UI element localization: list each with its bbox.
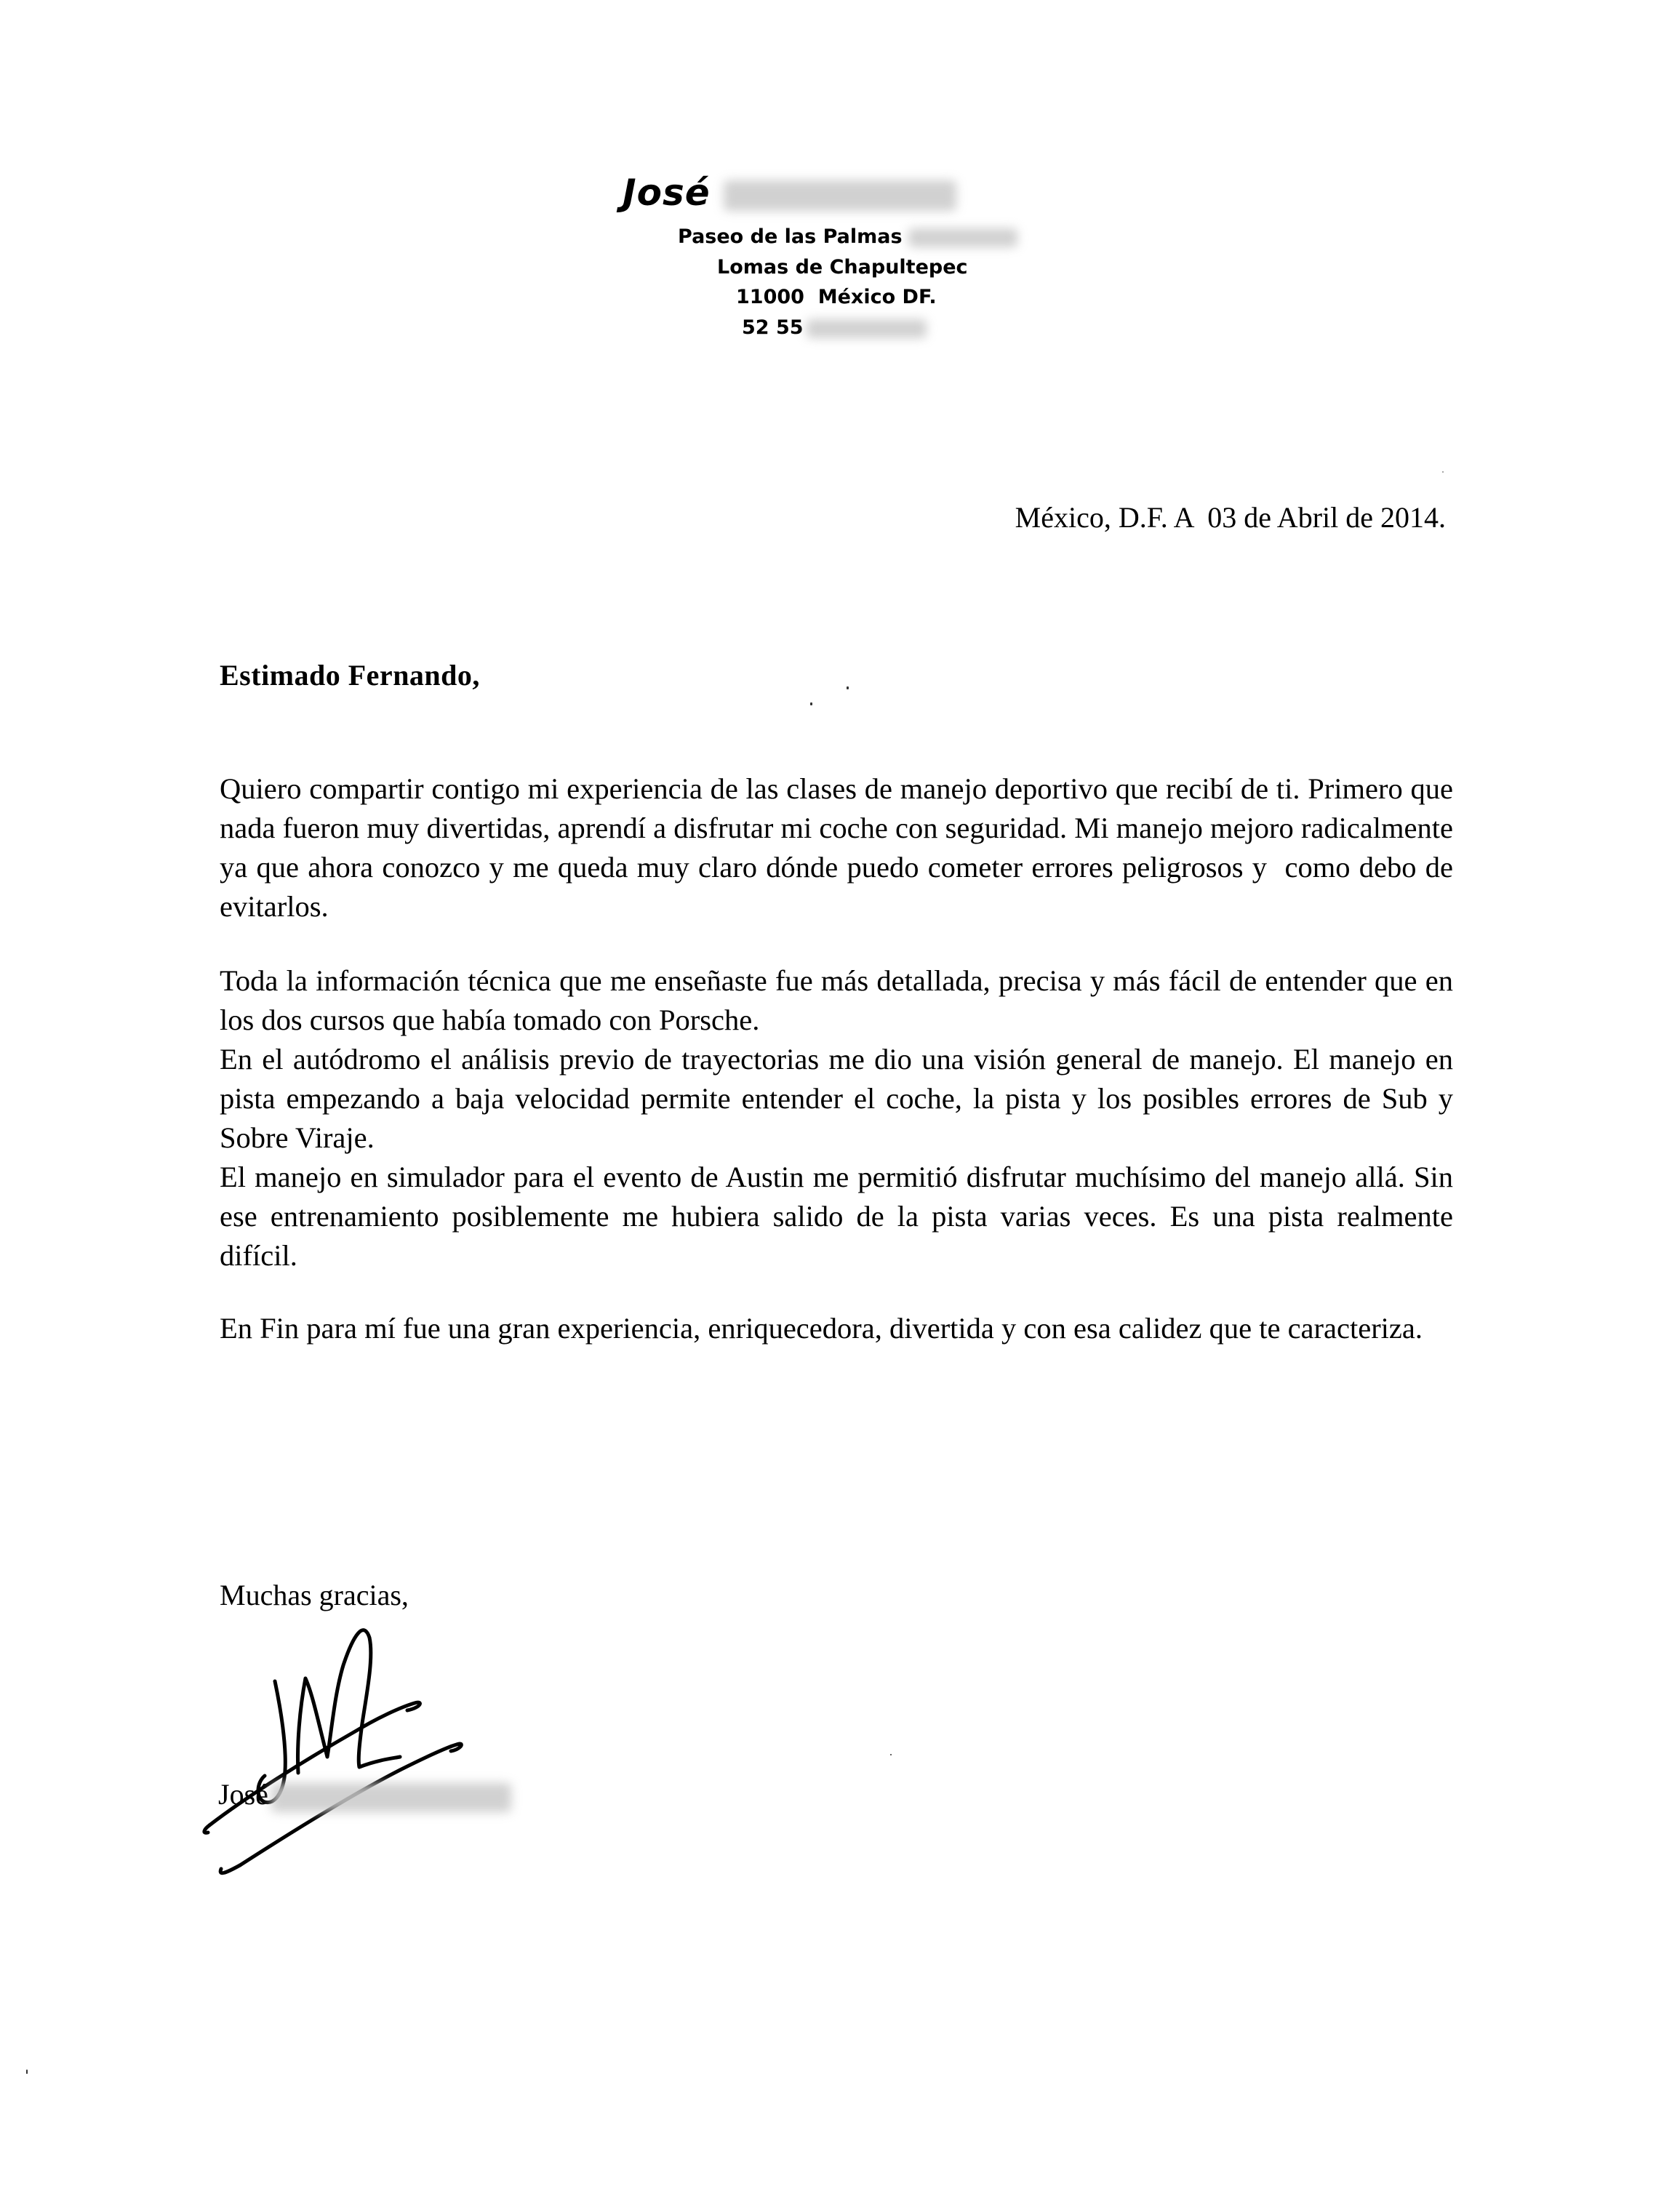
paragraph-1: [220, 769, 1461, 926]
scan-speck: [890, 1754, 892, 1755]
paragraph-2: [220, 961, 1453, 1275]
signature-stroke-tail-bottom: [220, 1865, 240, 1873]
signer-first-name: José: [218, 1778, 268, 1811]
date-line: México, D.F. A 03 de Abril de 2014.: [1015, 501, 1446, 534]
street-text: Paseo de las Palmas: [678, 225, 903, 248]
redacted-signer-surname: [271, 1783, 511, 1812]
letterhead-street: [678, 225, 1017, 248]
scan-speck: [810, 702, 812, 705]
phone-prefix: 52 55: [742, 316, 804, 339]
signature-stroke-tail: [204, 1825, 209, 1832]
redacted-surname: [724, 180, 956, 211]
paragraph-line: En el autódromo el análisis previo de trayectorias me dio una visión general de manejo. El manejo en pista empezando a baja velocidad permite entender el coche, la pista y los posibles errores de Sub y Sobre Viraje.: [220, 1043, 1453, 1154]
paragraph-line: En Fin para mí fue una gran experiencia, enriquecedora, divertida y con esa calidez que te caracteriza.: [220, 1312, 1423, 1345]
scan-speck: [847, 686, 849, 689]
paragraph-line: Quiero compartir contigo mi experiencia de las clases de manejo deportivo que recibí de ti. Primero que nada fueron muy divertidas, aprendí a disfrutar mi coche con seguridad. Mi manejo mejoro radicalmente ya que ahora conozco y me queda muy claro dónde puedo cometer errores peligrosos y como debo de evitarlos.: [220, 772, 1461, 923]
paragraph-line: El manejo en simulador para el evento de Austin me permitió disfrutar muchísimo del manejo allá. Sin ese entrenamiento posiblemente me hubiera salido de la pista varias veces. Es una pista realmente difícil.: [220, 1161, 1453, 1272]
greeting: Estimado Fernando,: [220, 659, 480, 692]
letterhead-colonia: Lomas de Chapultepec: [717, 256, 968, 279]
paragraph-line: Toda la información técnica que me enseñaste fue más detallada, precisa y más fácil de entender que en los dos cursos que había tomado con Porsche.: [220, 964, 1453, 1036]
signature-stroke-m: [297, 1630, 400, 1773]
scan-speck: [26, 2070, 28, 2074]
letterhead-name: [623, 172, 956, 214]
redacted-street-number: [908, 228, 1017, 247]
scan-speck: [1442, 471, 1444, 473]
handwritten-signature: [189, 1614, 495, 1876]
letterhead-phone: [742, 316, 927, 339]
signer-name: [218, 1777, 511, 1812]
sender-first-name: José: [623, 172, 711, 214]
closing: Muchas gracias,: [220, 1579, 409, 1611]
paragraph-3: [220, 1309, 1453, 1348]
redacted-phone-number: [807, 319, 927, 338]
letterhead-city: 11000 México DF.: [736, 286, 937, 308]
